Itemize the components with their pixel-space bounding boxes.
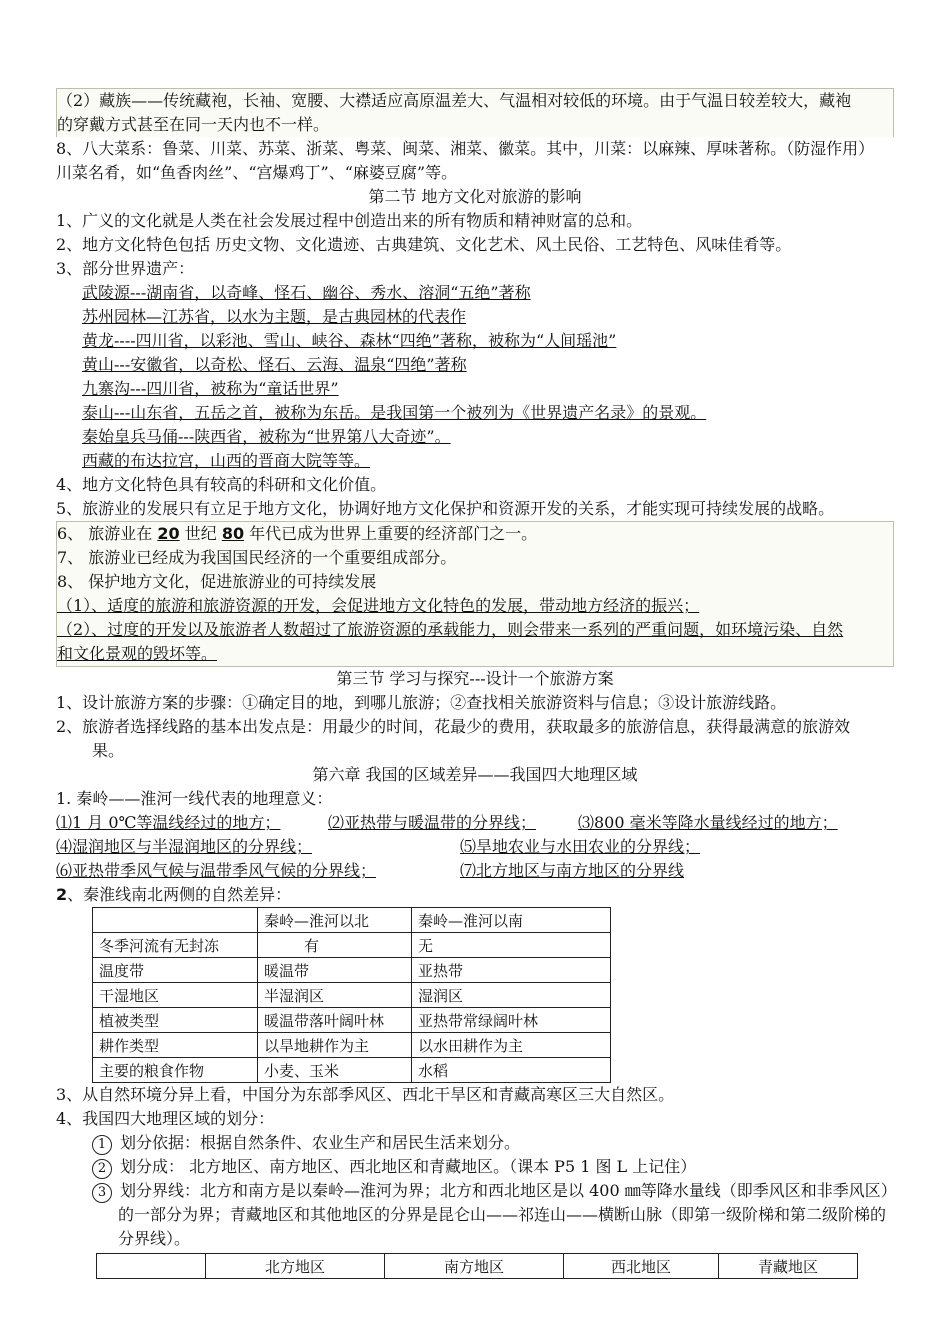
paragraph: 1、设计旅游方案的步骤：①确定目的地，到哪儿旅游；②查找相关旅游资料与信息；③设计旅游线路。 [56, 693, 787, 712]
table-header-cell [93, 908, 258, 933]
circled-number: 1 [92, 1135, 112, 1155]
paragraph: 3、部分世界遗产： [56, 259, 195, 278]
chapter-title: 第六章 我国的区域差异——我国四大地理区域 [312, 765, 638, 784]
heritage-item: 黄山---安徽省，以奇松、怪石、云海、温泉“四绝”著称 [82, 355, 467, 374]
circled-number: 3 [92, 1183, 112, 1203]
table-cell: 亚热带常绿阔叶林 [412, 1008, 611, 1033]
meaning-row [56, 859, 894, 883]
paragraph: 2、地方文化特色包括 历史文物、文化遗迹、古典建筑、文化艺术、风土民俗、工艺特色、风味佳肴等。 [56, 235, 792, 254]
table-cell: 干湿地区 [93, 983, 258, 1008]
paragraph: 4、我国四大地理区域的划分： [56, 1109, 275, 1128]
circled-number: 2 [92, 1159, 112, 1179]
heritage-item: 泰山---山东省，五岳之首，被称为东岳。是我国第一个被列为《世界遗产名录》的景观。 [82, 403, 707, 422]
meaning-item: ⑹亚热带季风气候与温带季风气候的分界线； [56, 861, 377, 880]
tourism-subitem: （1）、适度的旅游和旅游资源的开发，会促进地方文化特色的发展，带动地方经济的振兴； [57, 596, 700, 615]
table-cell: 耕作类型 [93, 1033, 258, 1058]
table-header-cell: 西北地区 [564, 1254, 719, 1279]
section-title: 第二节 地方文化对旅游的影响 [368, 187, 582, 206]
heritage-item: 苏州园林—江苏省，以水为主题，是古典园林的代表作 [82, 307, 467, 326]
heritage-item: 武陵源---湖南省，以奇峰、怪石、幽谷、秀水、溶洞“五绝”著称 [82, 283, 531, 302]
table-row [93, 1008, 611, 1033]
paragraph: 5、旅游业的发展只有立足于地方文化，协调好地方文化保护和资源开发的关系，才能实现可持续发展的战略。 [56, 499, 835, 518]
table-header-cell: 北方地区 [206, 1254, 385, 1279]
table-header-cell: 秦岭—淮河以北 [258, 908, 412, 933]
table-cell: 暖温带落叶阔叶林 [258, 1008, 412, 1033]
table-cell: 湿润区 [412, 983, 611, 1008]
table-row [93, 983, 611, 1008]
table-row [93, 958, 611, 983]
question: 1. 秦岭——淮河一线代表的地理意义： [56, 789, 333, 808]
table-cell: 植被类型 [93, 1008, 258, 1033]
table-row [93, 933, 611, 958]
table-header-cell: 秦岭—淮河以南 [412, 908, 611, 933]
tourism-item: 6、 旅游业在 20 世纪 80 年代已成为世界上重要的经济部门之一。 [57, 524, 538, 543]
paragraph: 2、旅游者选择线路的基本出发点是：用最少的时间，花最少的费用，获取最多的旅游信息，获得最满意的旅游效 [56, 717, 851, 736]
text-line: （2）藏族——传统藏袍，长袖、宽腰、大襟适应高原温差大、气温相对较低的环境。由于气温日较差较大，藏袍 [57, 91, 852, 110]
cuisine-line: 川菜名肴，如“鱼香肉丝”、“宫爆鸡丁”、“麻婆豆腐”等。 [56, 163, 458, 182]
table-cell: 半湿润区 [258, 983, 412, 1008]
table-cell: 暖温带 [258, 958, 412, 983]
meaning-item: ⑴1 月 0℃等温线经过的地方； [56, 813, 281, 832]
meaning-item: ⑶800 毫米等降水量线经过的地方； [578, 813, 838, 832]
table-cell: 亚热带 [412, 958, 611, 983]
question: 2、秦淮线南北两侧的自然差异： [56, 885, 292, 904]
paragraph: 4、地方文化特色具有较高的科研和文化价值。 [56, 475, 387, 494]
table-header-cell: 南方地区 [385, 1254, 564, 1279]
tourism-item: 7、 旅游业已经成为我国国民经济的一个重要组成部分。 [57, 548, 457, 567]
heritage-item: 九寨沟---四川省，被称为“童话世界” [82, 379, 339, 398]
table-header-cell [97, 1254, 206, 1279]
table-header-row [97, 1254, 858, 1279]
heritage-item: 秦始皇兵马俑---陕西省，被称为“世界第八大奇迹”。 [82, 427, 451, 446]
tourism-item: 8、 保护地方文化，促进旅游业的可持续发展 [57, 572, 377, 591]
table-cell: 以旱地耕作为主 [258, 1033, 412, 1058]
paragraph: 1、广义的文化就是人类在社会发展过程中创造出来的所有物质和精神财富的总和。 [56, 211, 643, 230]
heritage-item: 黄龙----四川省，以彩池、雪山、峡谷、森林“四绝”著称，被称为“人间瑶池” [82, 331, 617, 350]
table-row [93, 1058, 611, 1083]
table-header-cell: 青藏地区 [719, 1254, 858, 1279]
table-cell: 小麦、玉米 [258, 1058, 412, 1083]
table-cell: 以水田耕作为主 [412, 1033, 611, 1058]
paragraph: 果。 [92, 741, 125, 760]
document-page [56, 88, 894, 1279]
division-item: 3 划分界线：北方和南方是以秦岭—淮河为界；北方和西北地区是以 400 ㎜等降水量线（即季风区和非季风区）的一部分为界；青藏地区和其他地区的分界是昆仑山——祁连山——横断山脉（即第一级阶梯和第二级阶梯的分界线）。 [56, 1179, 894, 1251]
meaning-row [56, 811, 894, 835]
meaning-item: ⑷湿润地区与半湿润地区的分界线； [56, 837, 313, 856]
section-title: 第三节 学习与探究---设计一个旅游方案 [336, 669, 614, 688]
table-cell: 温度带 [93, 958, 258, 983]
table-cell: 冬季河流有无封冻 [93, 933, 258, 958]
heritage-item: 西藏的布达拉宫，山西的晋商大院等等。 [82, 451, 371, 470]
tourism-subitem: 和文化景观的毁坏等。 [57, 644, 218, 663]
table-cell: 主要的粮食作物 [93, 1058, 258, 1083]
tibetan-costume-box [56, 88, 894, 137]
division-item: 2 划分成： 北方地区、南方地区、西北地区和青藏地区。（课本 P5 1 图 L 上记住） [56, 1155, 894, 1179]
table-cell: 有 [258, 933, 412, 958]
qinling-huaihe-table [92, 907, 611, 1083]
table-cell: 水稻 [412, 1058, 611, 1083]
meaning-item: ⑺北方地区与南方地区的分界线 [460, 861, 685, 880]
meaning-item: ⑵亚热带与暖温带的分界线； [328, 813, 537, 832]
table-row [93, 1033, 611, 1058]
cuisine-line: 8、八大菜系：鲁菜、川菜、苏菜、浙菜、粤菜、闽菜、湘菜、徽菜。其中，川菜：以麻辣、厚味著称。（防湿作用） [56, 139, 875, 158]
paragraph: 3、从自然环境分异上看，中国分为东部季风区、西北干旱区和青藏高寒区三大自然区。 [56, 1085, 675, 1104]
regions-table [96, 1253, 858, 1279]
tourism-box [56, 521, 894, 667]
meaning-item: ⑸旱地农业与水田农业的分界线； [460, 837, 701, 856]
division-item: 1 划分依据：根据自然条件、农业生产和居民生活来划分。 [56, 1131, 894, 1155]
meaning-row [56, 835, 894, 859]
text-line: 的穿戴方式甚至在同一天内也不一样。 [57, 115, 330, 134]
table-header-row [93, 908, 611, 933]
tourism-subitem: （2）、过度的开发以及旅游者人数超过了旅游资源的承载能力，则会带来一系列的严重问题，如环境污染、自然 [57, 620, 844, 639]
table-cell: 无 [412, 933, 611, 958]
